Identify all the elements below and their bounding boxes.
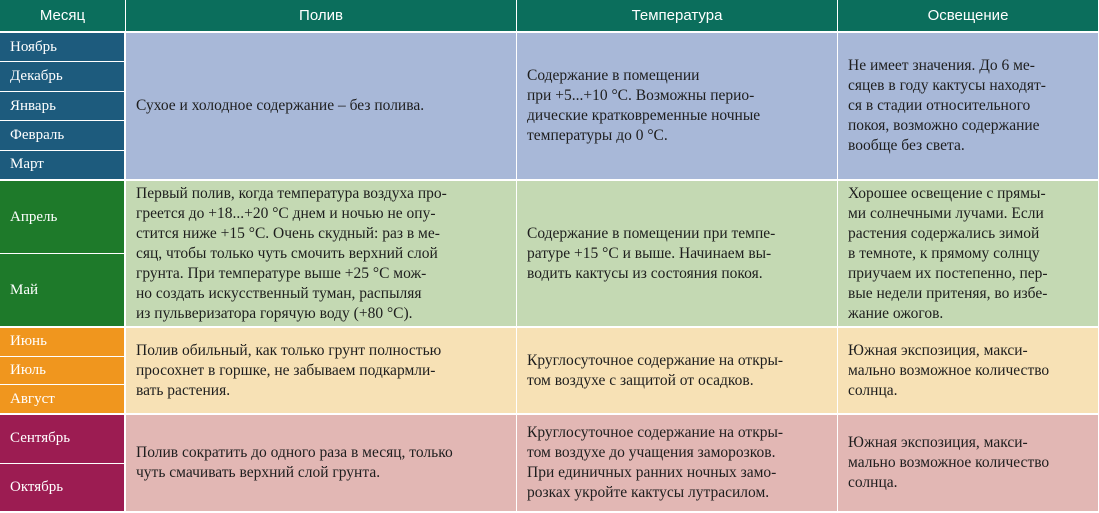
month-cell: Ноябрь: [0, 33, 124, 62]
header-watering: Полив: [126, 0, 517, 33]
month-cell: Сентябрь: [0, 415, 124, 464]
months-summer: [0, 328, 126, 415]
header-month: Месяц: [0, 0, 126, 33]
months-spring: [0, 181, 126, 328]
lighting-text: Южная экспозиция, макси- мально возможное количество солнца.: [848, 434, 1050, 491]
month-cell: Апрель: [0, 181, 124, 254]
lighting-cell: [838, 415, 1099, 513]
lighting-cell: [838, 33, 1099, 181]
temperature-cell: [517, 328, 838, 415]
months-autumn: [0, 415, 126, 513]
lighting-cell: [838, 328, 1099, 415]
month-cell: Март: [0, 151, 124, 179]
temperature-text: Круглосуточное содержание на откры- том воздухе с защитой от осадков.: [527, 351, 784, 389]
lighting-text: Хорошее освещение с прямы- ми солнечными лучами. Если растения содержались зимой в темноте, к прямому солнцу приучаем их постепенно, пер- вые недели притеняя, во избе- жание ожогов.: [848, 184, 1048, 322]
watering-text: Полив сократить до одного раза в месяц, только чуть смачивать верхний слой грунта.: [136, 444, 453, 481]
temperature-text: Круглосуточное содержание на откры- том воздухе до учащения заморозков. При единичных ранних ночных замо- розках укройте кактусы лутрасилом.: [527, 424, 784, 501]
watering-cell: [126, 415, 517, 513]
header-temperature: Температура: [517, 0, 838, 33]
month-cell: Октябрь: [0, 464, 124, 512]
month-cell: Февраль: [0, 121, 124, 150]
lighting-text: Не имеет значения. До 6 ме- сяцев в году кактусы находят- ся в стадии относительного покоя, возможно содержание вообще без света.: [848, 57, 1046, 154]
watering-cell: [126, 181, 517, 328]
temperature-cell: [517, 181, 838, 328]
month-cell: Июль: [0, 357, 124, 386]
month-cell: Июнь: [0, 328, 124, 357]
lighting-text: Южная экспозиция, макси- мально возможное количество солнца.: [848, 341, 1050, 399]
months-winter: [0, 33, 126, 181]
header-lighting: Освещение: [838, 0, 1099, 33]
month-cell: Декабрь: [0, 62, 124, 91]
watering-text: Первый полив, когда температура воздуха про- греется до +18...+20 °С днем и ночью не опу- стится ниже +15 °С. Очень скудный: раз в ме- сяц, чтобы только чуть смочить верхний слой грунта. При температуре выше +25 °С мож- но создать искусственный туман, распыляя из пульверизатора горячую воду (+80 °С).: [136, 184, 447, 322]
month-cell: Май: [0, 254, 124, 326]
watering-text: Сухое и холодное содержание – без полива.: [136, 97, 425, 114]
lighting-cell: [838, 181, 1099, 328]
watering-cell: [126, 33, 517, 181]
month-cell: Январь: [0, 92, 124, 121]
watering-text: Полив обильный, как только грунт полностью просохнет в горшке, не забываем подкармли- вать растения.: [136, 341, 442, 399]
watering-cell: [126, 328, 517, 415]
temperature-cell: [517, 33, 838, 181]
temperature-text: Содержание в помещении при +5...+10 °С. Возможны перио- дические кратковременные ночные температуры до 0 °С.: [527, 67, 761, 144]
temperature-cell: [517, 415, 838, 513]
temperature-text: Содержание в помещении при темпе- ратуре +15 °С и выше. Начинаем вы- водить кактусы из состояния покоя.: [527, 224, 776, 282]
month-cell: Август: [0, 385, 124, 413]
